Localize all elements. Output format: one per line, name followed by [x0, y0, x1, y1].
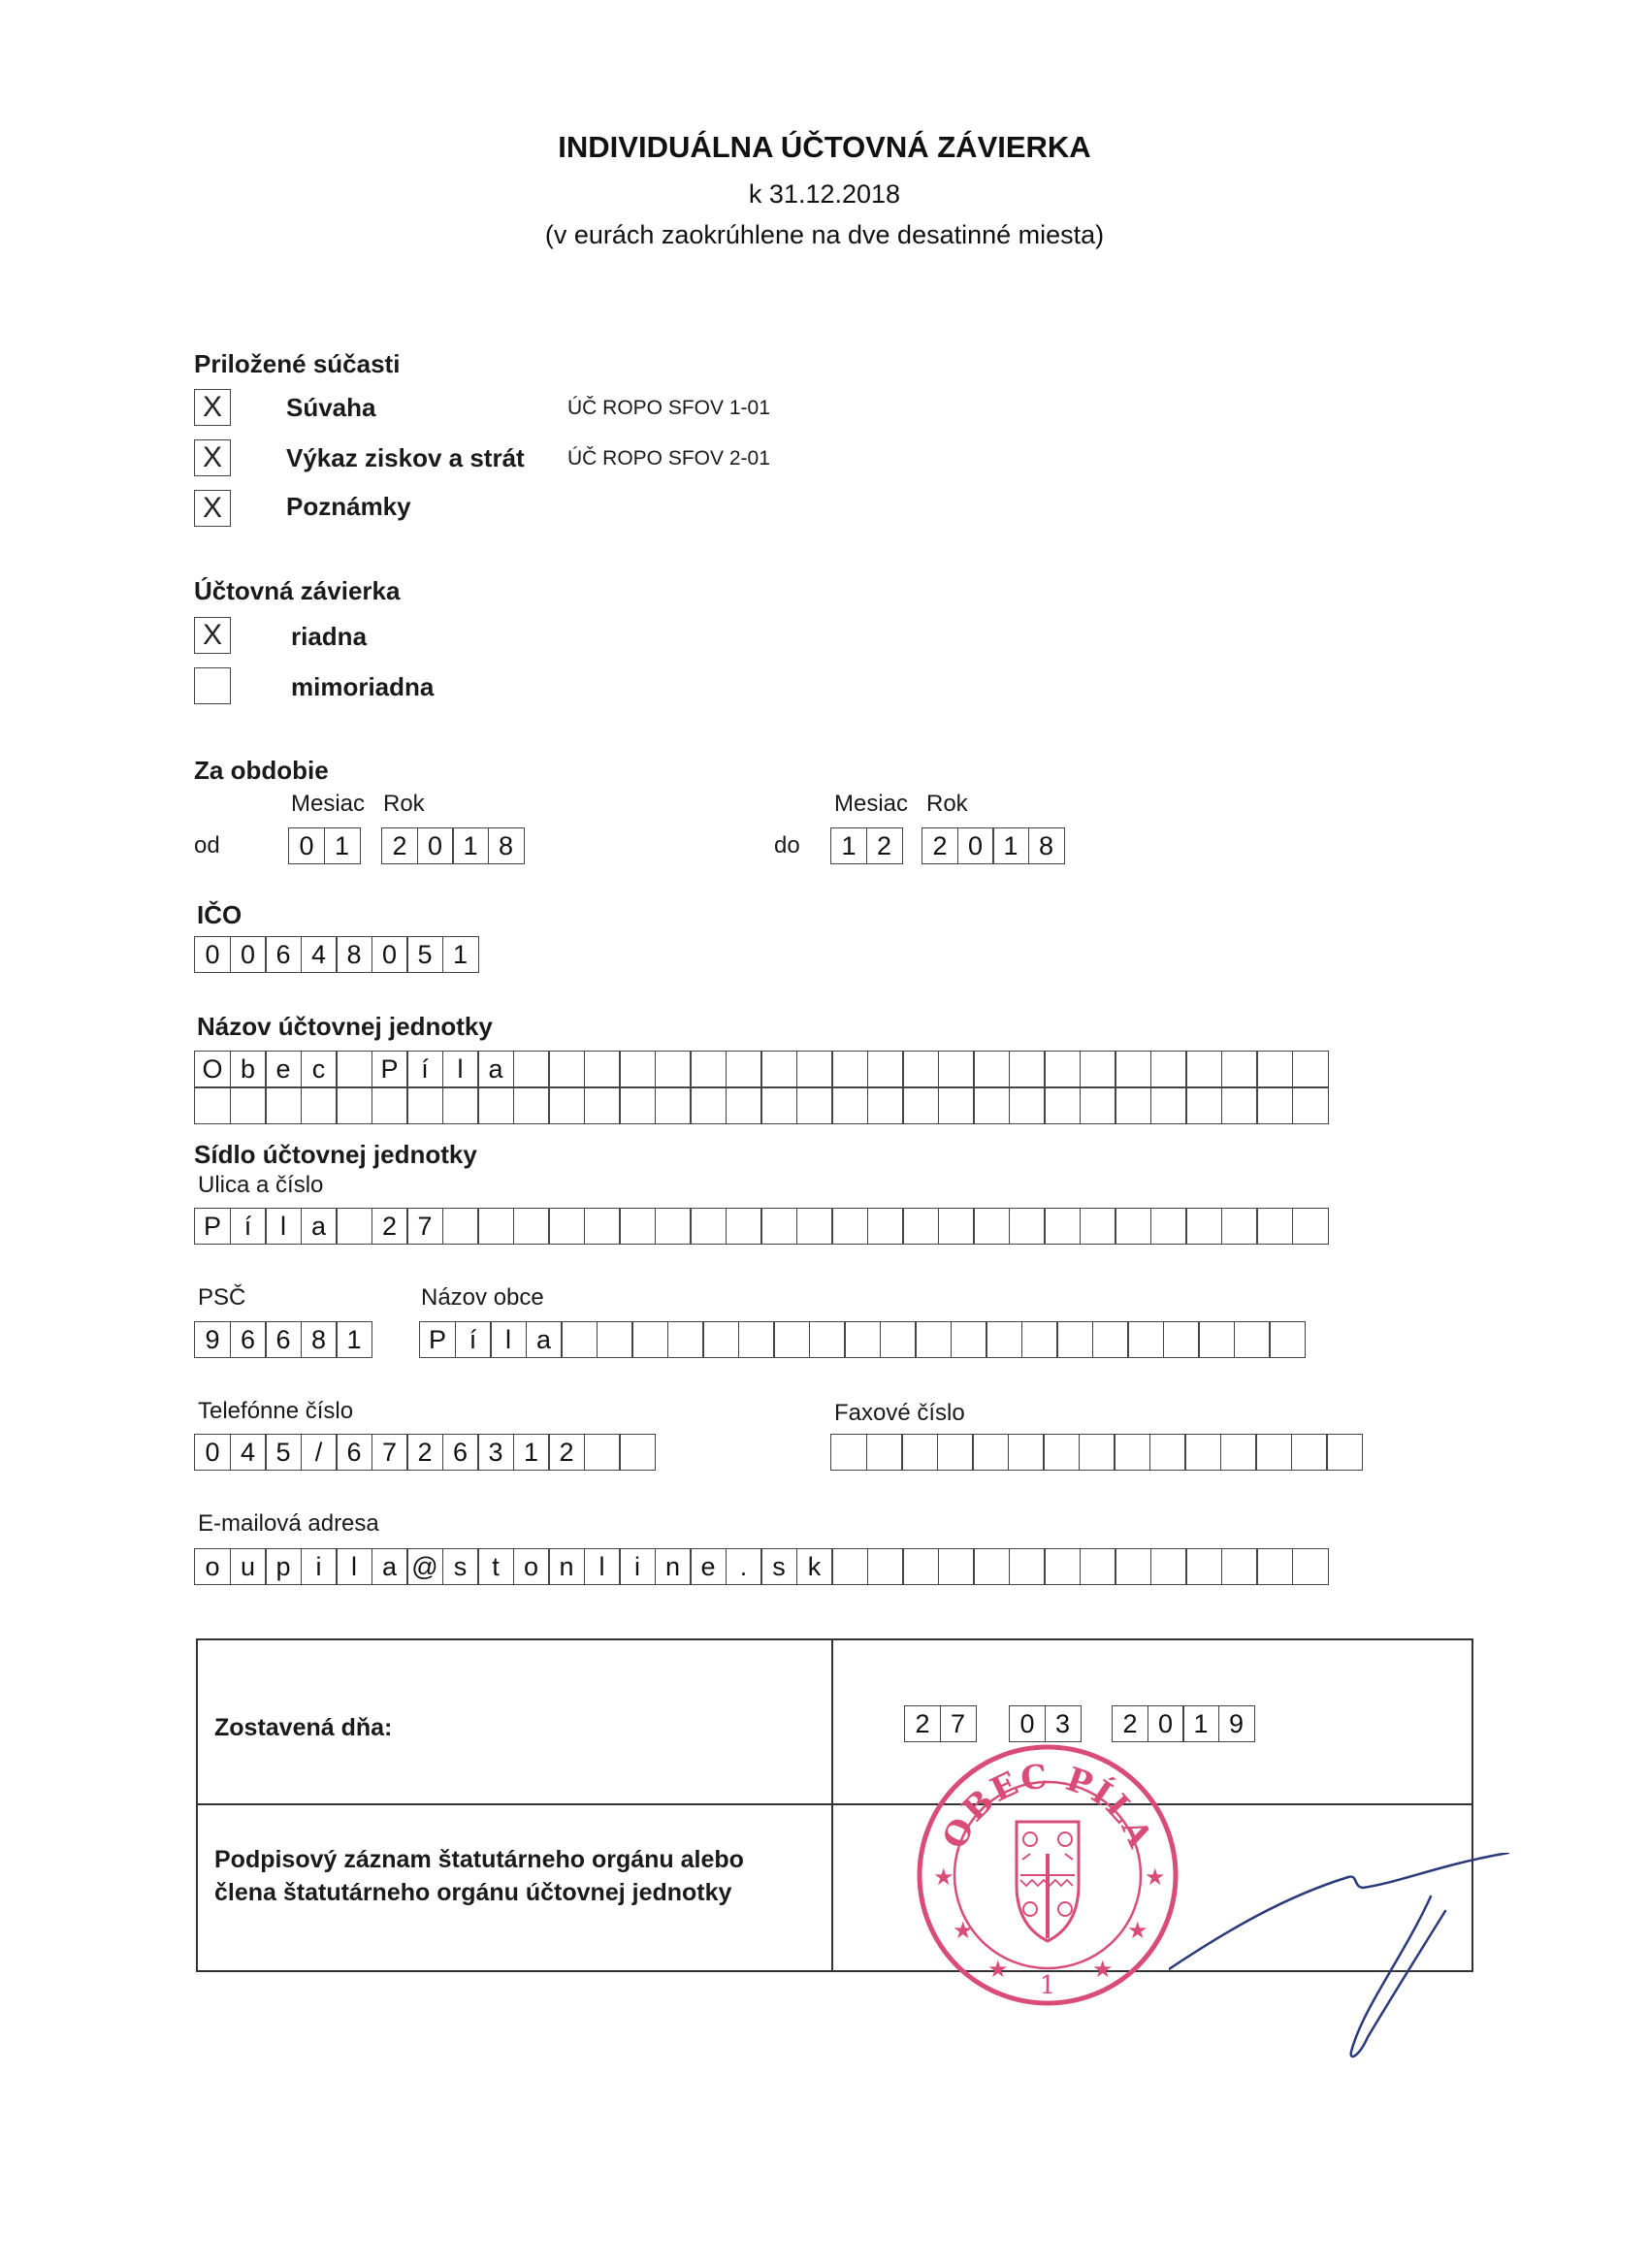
document-title: INDIVIDUÁLNA ÚČTOVNÁ ZÁVIERKA	[558, 130, 1091, 164]
char-cell[interactable]	[1256, 1051, 1293, 1087]
char-cell[interactable]	[1269, 1321, 1306, 1358]
char-cell[interactable]: 1	[324, 827, 361, 864]
char-cell[interactable]: 0	[957, 827, 994, 864]
document-date: k 31.12.2018	[748, 179, 901, 209]
char-cell[interactable]	[738, 1321, 775, 1358]
char-cell[interactable]	[548, 1051, 585, 1087]
email-label: E-mailová adresa	[198, 1510, 379, 1537]
unit-name-row1[interactable]	[194, 1051, 1327, 1087]
svg-text:★: ★	[933, 1863, 954, 1891]
char-cell[interactable]	[726, 1208, 762, 1245]
char-cell[interactable]: l	[442, 1051, 479, 1087]
char-cell[interactable]	[1292, 1208, 1329, 1245]
char-cell[interactable]	[726, 1087, 762, 1124]
to-label: do	[774, 832, 800, 859]
compiled-day-field[interactable]	[904, 1705, 975, 1742]
char-cell[interactable]: 9	[194, 1321, 231, 1358]
char-cell[interactable]: 8	[1028, 827, 1065, 864]
street-field[interactable]	[194, 1208, 1327, 1245]
from-month-field[interactable]	[288, 827, 359, 864]
char-cell[interactable]	[513, 1051, 550, 1087]
official-stamp	[912, 1739, 1183, 2011]
char-cell[interactable]: 2	[1112, 1705, 1148, 1742]
char-cell[interactable]: 3	[1045, 1705, 1082, 1742]
checkbox-mimoriadna[interactable]	[194, 667, 231, 704]
char-cell[interactable]: 0	[417, 827, 454, 864]
char-cell[interactable]	[265, 1087, 302, 1124]
signature-label-line2: člena štatutárneho orgánu účtovnej jednotky	[214, 1879, 732, 1906]
char-cell[interactable]: u	[230, 1548, 267, 1585]
char-cell[interactable]	[973, 1208, 1010, 1245]
unit-name-row2[interactable]	[194, 1087, 1327, 1124]
char-cell[interactable]: 0	[372, 936, 408, 973]
char-cell[interactable]: 8	[488, 827, 525, 864]
char-cell[interactable]: c	[301, 1051, 338, 1087]
char-cell[interactable]: 5	[265, 1434, 302, 1471]
char-cell[interactable]	[548, 1087, 585, 1124]
char-cell[interactable]: 2	[548, 1434, 585, 1471]
char-cell[interactable]	[831, 1051, 868, 1087]
char-cell[interactable]	[631, 1321, 668, 1358]
char-cell[interactable]: o	[513, 1548, 550, 1585]
char-cell[interactable]	[1080, 1087, 1116, 1124]
from-year-label: Rok	[383, 791, 425, 817]
handwritten-signature	[1169, 1853, 1518, 2066]
from-year-field[interactable]	[381, 827, 523, 864]
char-cell[interactable]	[1115, 1208, 1151, 1245]
char-cell[interactable]	[902, 1051, 939, 1087]
char-cell[interactable]: 1	[992, 827, 1029, 864]
char-cell[interactable]	[1044, 1208, 1081, 1245]
attachment-vykaz-code: ÚČ ROPO SFOV 2-01	[567, 447, 770, 470]
char-cell[interactable]	[477, 1087, 514, 1124]
char-cell[interactable]: a	[477, 1051, 514, 1087]
char-cell[interactable]	[597, 1321, 633, 1358]
table-divider-vertical	[831, 1640, 833, 1970]
street-label: Ulica a číslo	[198, 1172, 324, 1198]
char-cell[interactable]	[1292, 1548, 1329, 1585]
stamp-number: 1	[1039, 1971, 1056, 2000]
phone-label: Telefónne číslo	[198, 1398, 354, 1424]
char-cell[interactable]	[1184, 1434, 1221, 1471]
char-cell[interactable]: s	[760, 1548, 797, 1585]
char-cell[interactable]	[690, 1208, 727, 1245]
char-cell[interactable]: 7	[372, 1434, 408, 1471]
char-cell[interactable]	[937, 1434, 974, 1471]
char-cell[interactable]: a	[301, 1208, 338, 1245]
fax-field[interactable]	[830, 1434, 1362, 1471]
char-cell[interactable]	[584, 1208, 621, 1245]
char-cell[interactable]	[1044, 1087, 1081, 1124]
char-cell[interactable]	[1221, 1548, 1258, 1585]
svg-text:★: ★	[1092, 1956, 1114, 1983]
char-cell[interactable]	[372, 1087, 408, 1124]
char-cell[interactable]	[1115, 1548, 1151, 1585]
char-cell[interactable]: 0	[288, 827, 325, 864]
to-year-field[interactable]	[922, 827, 1063, 864]
char-cell[interactable]	[1080, 1051, 1116, 1087]
char-cell[interactable]: 6	[230, 1321, 267, 1358]
char-cell[interactable]: 6	[442, 1434, 479, 1471]
town-label: Názov obce	[421, 1284, 544, 1311]
table-divider-horizontal	[198, 1803, 1471, 1805]
char-cell[interactable]	[690, 1051, 727, 1087]
attachment-vykaz-label: Výkaz ziskov a strát	[286, 443, 525, 472]
char-cell[interactable]: s	[442, 1548, 479, 1585]
char-cell[interactable]	[831, 1208, 868, 1245]
char-cell[interactable]	[584, 1434, 621, 1471]
char-cell[interactable]	[667, 1321, 704, 1358]
char-cell[interactable]: 6	[265, 1321, 302, 1358]
char-cell[interactable]	[230, 1087, 267, 1124]
option-riadna-label: riadna	[291, 622, 368, 651]
char-cell[interactable]	[1080, 1208, 1116, 1245]
email-field[interactable]	[194, 1548, 1327, 1585]
char-cell[interactable]: 1	[442, 936, 479, 973]
char-cell[interactable]	[1150, 1548, 1187, 1585]
char-cell[interactable]: 2	[381, 827, 418, 864]
char-cell[interactable]: p	[265, 1548, 302, 1585]
to-month-label: Mesiac	[834, 791, 909, 817]
char-cell[interactable]	[1185, 1208, 1222, 1245]
checkbox-poznamky[interactable]: X	[194, 490, 231, 527]
char-cell[interactable]	[915, 1321, 952, 1358]
char-cell[interactable]: 8	[301, 1321, 338, 1358]
to-month-field[interactable]	[830, 827, 901, 864]
char-cell[interactable]	[1150, 1051, 1187, 1087]
char-cell[interactable]	[1234, 1321, 1271, 1358]
char-cell[interactable]: í	[455, 1321, 492, 1358]
svg-text:★: ★	[1127, 1917, 1148, 1944]
char-cell[interactable]	[760, 1208, 797, 1245]
char-cell[interactable]: 2	[904, 1705, 941, 1742]
char-cell[interactable]	[902, 1087, 939, 1124]
char-cell[interactable]	[1185, 1087, 1222, 1124]
char-cell[interactable]	[1221, 1051, 1258, 1087]
char-cell[interactable]: 0	[194, 936, 231, 973]
char-cell[interactable]: e	[690, 1548, 727, 1585]
char-cell[interactable]: 6	[265, 936, 302, 973]
char-cell[interactable]: @	[406, 1548, 443, 1585]
char-cell[interactable]	[1092, 1321, 1129, 1358]
char-cell[interactable]	[513, 1208, 550, 1245]
char-cell[interactable]	[867, 1087, 904, 1124]
char-cell[interactable]	[986, 1321, 1022, 1358]
char-cell[interactable]: 4	[301, 936, 338, 973]
char-cell[interactable]	[726, 1051, 762, 1087]
char-cell[interactable]: t	[477, 1548, 514, 1585]
char-cell[interactable]	[690, 1087, 727, 1124]
char-cell[interactable]	[951, 1321, 987, 1358]
seat-label: Sídlo účtovnej jednotky	[194, 1140, 477, 1169]
char-cell[interactable]: í	[230, 1208, 267, 1245]
attachment-suvaha-code: ÚČ ROPO SFOV 1-01	[567, 397, 770, 419]
compiled-year-field[interactable]	[1112, 1705, 1253, 1742]
char-cell[interactable]	[1149, 1434, 1186, 1471]
char-cell[interactable]	[1021, 1321, 1058, 1358]
signature-label-line1: Podpisový záznam štatutárneho orgánu alebo	[214, 1846, 744, 1873]
char-cell[interactable]: í	[406, 1051, 443, 1087]
char-cell[interactable]	[619, 1051, 656, 1087]
from-label: od	[194, 832, 220, 859]
checkbox-vykaz[interactable]: X	[194, 439, 231, 476]
char-cell[interactable]	[336, 1087, 372, 1124]
char-cell[interactable]	[867, 1208, 904, 1245]
char-cell[interactable]	[867, 1548, 904, 1585]
char-cell[interactable]	[773, 1321, 810, 1358]
char-cell[interactable]	[1292, 1051, 1329, 1087]
char-cell[interactable]: a	[526, 1321, 563, 1358]
char-cell[interactable]: 0	[194, 1434, 231, 1471]
town-field[interactable]	[419, 1321, 1305, 1358]
char-cell[interactable]: i	[301, 1548, 338, 1585]
char-cell[interactable]	[1043, 1434, 1080, 1471]
char-cell[interactable]	[1056, 1321, 1093, 1358]
char-cell[interactable]	[867, 1051, 904, 1087]
char-cell[interactable]: l	[584, 1548, 621, 1585]
attachment-suvaha-label: Súvaha	[286, 393, 376, 422]
char-cell[interactable]: 2	[922, 827, 958, 864]
unit-name-label: Názov účtovnej jednotky	[197, 1012, 493, 1041]
char-cell[interactable]	[938, 1208, 975, 1245]
char-cell[interactable]: P	[372, 1051, 408, 1087]
char-cell[interactable]: .	[726, 1548, 762, 1585]
char-cell[interactable]	[1008, 1434, 1045, 1471]
char-cell[interactable]: a	[372, 1548, 408, 1585]
char-cell[interactable]	[619, 1087, 656, 1124]
char-cell[interactable]	[880, 1321, 917, 1358]
char-cell[interactable]: l	[265, 1208, 302, 1245]
char-cell[interactable]: 4	[230, 1434, 267, 1471]
char-cell[interactable]	[619, 1208, 656, 1245]
fax-label: Faxové číslo	[834, 1400, 965, 1426]
char-cell[interactable]	[901, 1434, 938, 1471]
char-cell[interactable]: 1	[513, 1434, 550, 1471]
char-cell[interactable]	[1256, 1087, 1293, 1124]
char-cell[interactable]	[1185, 1548, 1222, 1585]
attachments-heading: Priložené súčasti	[194, 349, 401, 378]
period-heading: Za obdobie	[194, 756, 329, 785]
char-cell[interactable]	[1009, 1208, 1046, 1245]
checkbox-riadna[interactable]: X	[194, 617, 231, 654]
char-cell[interactable]	[561, 1321, 598, 1358]
from-month-label: Mesiac	[291, 791, 366, 817]
char-cell[interactable]	[938, 1087, 975, 1124]
char-cell[interactable]	[760, 1051, 797, 1087]
char-cell[interactable]: 9	[1218, 1705, 1255, 1742]
char-cell[interactable]	[866, 1434, 903, 1471]
char-cell[interactable]: O	[194, 1051, 231, 1087]
char-cell[interactable]	[513, 1087, 550, 1124]
svg-text:★: ★	[1145, 1863, 1166, 1891]
char-cell[interactable]: 2	[866, 827, 903, 864]
char-cell[interactable]	[1009, 1548, 1046, 1585]
char-cell[interactable]	[194, 1087, 231, 1124]
char-cell[interactable]	[1044, 1051, 1081, 1087]
char-cell[interactable]	[973, 1051, 1010, 1087]
char-cell[interactable]	[902, 1208, 939, 1245]
char-cell[interactable]	[796, 1087, 833, 1124]
char-cell[interactable]	[796, 1208, 833, 1245]
char-cell[interactable]: i	[619, 1548, 656, 1585]
psc-label: PSČ	[198, 1284, 246, 1311]
char-cell[interactable]: 2	[372, 1208, 408, 1245]
compiled-label: Zostavená dňa:	[214, 1714, 393, 1741]
char-cell[interactable]	[972, 1434, 1009, 1471]
char-cell[interactable]	[406, 1087, 443, 1124]
char-cell[interactable]	[1221, 1087, 1258, 1124]
char-cell[interactable]	[1291, 1434, 1328, 1471]
svg-text:★: ★	[987, 1956, 1009, 1983]
char-cell[interactable]	[973, 1548, 1010, 1585]
ico-label: IČO	[197, 900, 242, 929]
attachment-poznamky-label: Poznámky	[286, 492, 411, 521]
char-cell[interactable]	[938, 1051, 975, 1087]
char-cell[interactable]: 1	[336, 1321, 372, 1358]
char-cell[interactable]	[442, 1087, 479, 1124]
char-cell[interactable]: 3	[477, 1434, 514, 1471]
char-cell[interactable]: k	[796, 1548, 833, 1585]
char-cell[interactable]: 1	[830, 827, 867, 864]
char-cell[interactable]	[1198, 1321, 1235, 1358]
char-cell[interactable]	[831, 1087, 868, 1124]
svg-text:★: ★	[953, 1917, 974, 1944]
char-cell[interactable]: 5	[406, 936, 443, 973]
char-cell[interactable]	[760, 1087, 797, 1124]
char-cell[interactable]	[1044, 1548, 1081, 1585]
char-cell[interactable]: 0	[1148, 1705, 1184, 1742]
char-cell[interactable]	[902, 1548, 939, 1585]
char-cell[interactable]	[655, 1051, 692, 1087]
char-cell[interactable]	[548, 1208, 585, 1245]
char-cell[interactable]: /	[301, 1434, 338, 1471]
char-cell[interactable]	[301, 1087, 338, 1124]
char-cell[interactable]	[336, 1051, 372, 1087]
char-cell[interactable]	[1114, 1434, 1150, 1471]
to-year-label: Rok	[926, 791, 968, 817]
char-cell[interactable]: b	[230, 1051, 267, 1087]
char-cell[interactable]	[1009, 1087, 1046, 1124]
currency-note: (v eurách zaokrúhlene na dve desatinné miesta)	[544, 220, 1105, 249]
char-cell[interactable]: o	[194, 1548, 231, 1585]
char-cell[interactable]	[1163, 1321, 1200, 1358]
stamp-text: OBEC PÍLA	[935, 1757, 1160, 1856]
checkbox-suvaha[interactable]: X	[194, 389, 231, 426]
char-cell[interactable]	[655, 1208, 692, 1245]
option-mimoriadna-label: mimoriadna	[291, 672, 435, 701]
char-cell[interactable]: 2	[406, 1434, 443, 1471]
char-cell[interactable]	[1255, 1434, 1292, 1471]
char-cell[interactable]: n	[548, 1548, 585, 1585]
char-cell[interactable]: n	[655, 1548, 692, 1585]
char-cell[interactable]	[1009, 1051, 1046, 1087]
char-cell[interactable]	[1185, 1051, 1222, 1087]
compiled-month-field[interactable]	[1009, 1705, 1080, 1742]
char-cell[interactable]	[1080, 1548, 1116, 1585]
char-cell[interactable]: P	[194, 1208, 231, 1245]
char-cell[interactable]: 8	[336, 936, 372, 973]
char-cell[interactable]	[809, 1321, 846, 1358]
char-cell[interactable]	[1115, 1087, 1151, 1124]
ico-field[interactable]	[194, 936, 477, 973]
char-cell[interactable]	[477, 1208, 514, 1245]
char-cell[interactable]	[973, 1087, 1010, 1124]
char-cell[interactable]	[1326, 1434, 1363, 1471]
char-cell[interactable]: P	[419, 1321, 456, 1358]
psc-field[interactable]	[194, 1321, 372, 1358]
char-cell[interactable]	[830, 1434, 867, 1471]
char-cell[interactable]	[655, 1087, 692, 1124]
statement-type-heading: Účtovná závierka	[194, 576, 401, 605]
char-cell[interactable]	[1256, 1208, 1293, 1245]
char-cell[interactable]: e	[265, 1051, 302, 1087]
char-cell[interactable]	[1150, 1087, 1187, 1124]
char-cell[interactable]	[938, 1548, 975, 1585]
char-cell[interactable]	[796, 1051, 833, 1087]
char-cell[interactable]	[442, 1208, 479, 1245]
char-cell[interactable]	[1150, 1208, 1187, 1245]
char-cell[interactable]	[1292, 1087, 1329, 1124]
char-cell[interactable]: l	[490, 1321, 527, 1358]
char-cell[interactable]	[702, 1321, 739, 1358]
phone-field[interactable]	[194, 1434, 655, 1471]
char-cell[interactable]	[1220, 1434, 1257, 1471]
char-cell[interactable]	[584, 1087, 621, 1124]
char-cell[interactable]: 0	[1009, 1705, 1046, 1742]
char-cell[interactable]	[1127, 1321, 1164, 1358]
char-cell[interactable]	[1221, 1208, 1258, 1245]
char-cell[interactable]: l	[336, 1548, 372, 1585]
char-cell[interactable]	[619, 1434, 656, 1471]
char-cell[interactable]	[1115, 1051, 1151, 1087]
char-cell[interactable]: 6	[336, 1434, 372, 1471]
char-cell[interactable]: 1	[1182, 1705, 1219, 1742]
char-cell[interactable]	[584, 1051, 621, 1087]
char-cell[interactable]: 7	[406, 1208, 443, 1245]
char-cell[interactable]	[844, 1321, 881, 1358]
char-cell[interactable]	[1079, 1434, 1116, 1471]
char-cell[interactable]	[1256, 1548, 1293, 1585]
char-cell[interactable]	[336, 1208, 372, 1245]
char-cell[interactable]	[831, 1548, 868, 1585]
char-cell[interactable]: 0	[230, 936, 267, 973]
char-cell[interactable]: 7	[940, 1705, 977, 1742]
char-cell[interactable]: 1	[452, 827, 489, 864]
